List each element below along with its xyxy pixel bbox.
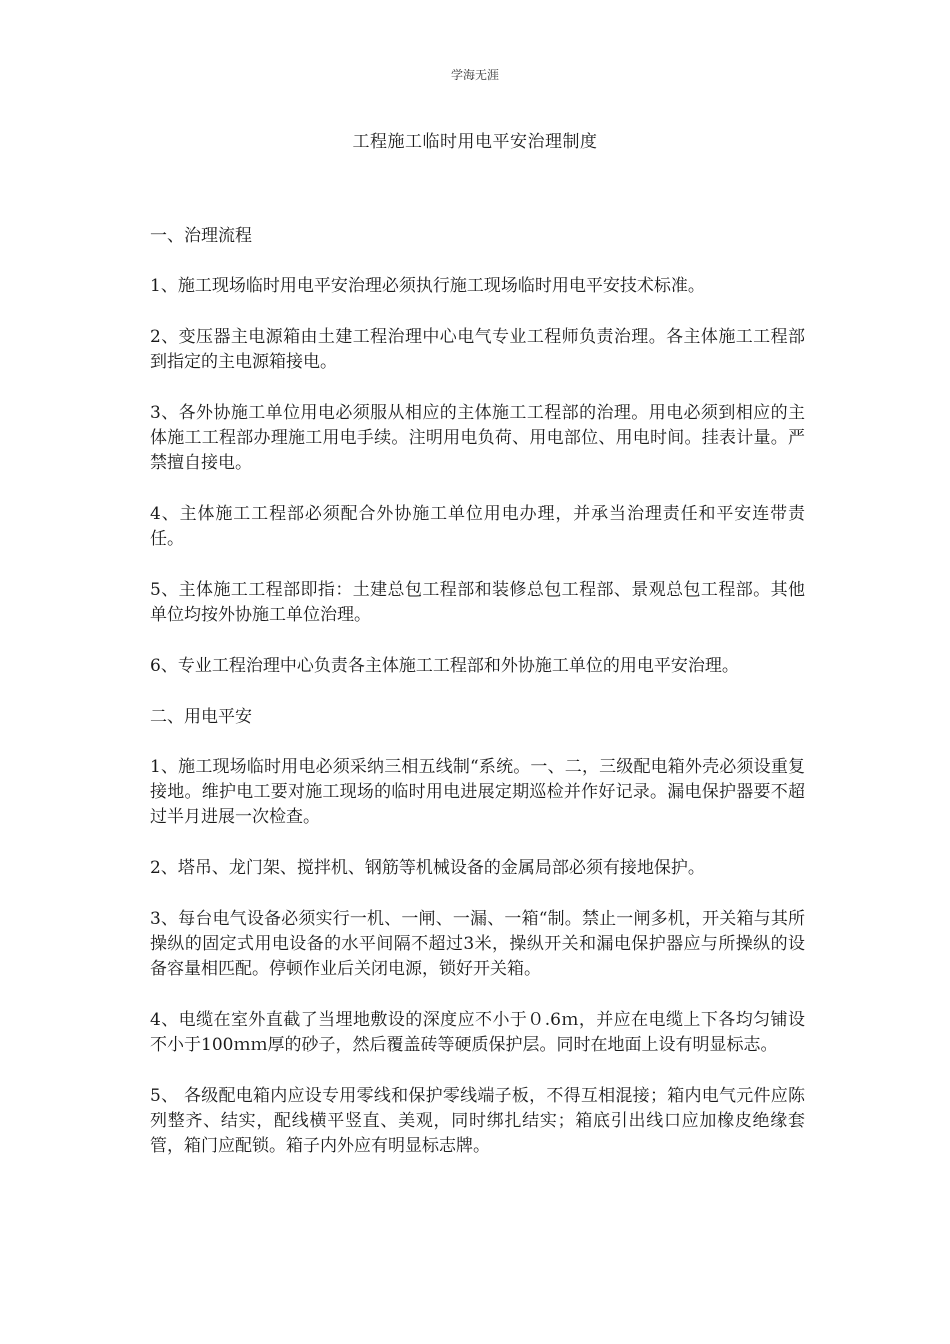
paragraph: 4、电缆在室外直截了当埋地敷设的深度应不小于０.6ｍ，并应在电缆上下各均匀铺设不小于100ｍｍ厚的砂子，然后覆盖砖等硬质保护层。同时在地面上设有明显标志。 xyxy=(150,1010,805,1055)
section-heading: 一、治理流程 xyxy=(150,226,252,246)
paragraph: 5、 各级配电箱内应设专用零线和保护零线端子板，不得互相混接；箱内电气元件应陈列整齐、结实，配线横平竖直、美观，同时绑扎结实；箱底引出线口应加橡皮绝缘套管，箱门应配锁。箱子内外应有明显标志牌。 xyxy=(150,1086,805,1156)
paragraph: 2、变压器主电源箱由土建工程治理中心电气专业工程师负责治理。各主体施工工程部到指定的主电源箱接电。 xyxy=(150,327,805,372)
document-body xyxy=(150,224,805,1185)
paragraph: 1、施工现场临时用电平安治理必须执行施工现场临时用电平安技术标准。 xyxy=(150,276,705,296)
document-title: 工程施工临时用电平安治理制度 xyxy=(352,132,598,152)
paragraph: 6、专业工程治理中心负责各主体施工工程部和外协施工单位的用电平安治理。 xyxy=(150,656,739,676)
paragraph: 3、各外协施工单位用电必须服从相应的主体施工工程部的治理。用电必须到相应的主体施工工程部办理施工用电手续。注明用电负荷、用电部位、用电时间。挂表计量。严禁擅自接电。 xyxy=(150,403,805,473)
paragraph: 3、每台电气设备必须实行一机、一闸、一漏、一箱“制。禁止一闸多机，开关箱与其所操纵的固定式用电设备的水平间隔不超过3米，操纵开关和漏电保护器应与所操纵的设备容量相匹配。停顿作业后关闭电源，锁好开关箱。 xyxy=(150,909,805,979)
paragraph: 5、主体施工工程部即指：土建总包工程部和装修总包工程部、景观总包工程部。其他单位均按外协施工单位治理。 xyxy=(150,580,805,625)
page-header: 学海无涯 xyxy=(450,68,499,82)
paragraph: 4、主体施工工程部必须配合外协施工单位用电办理，并承当治理责任和平安连带责任。 xyxy=(150,504,805,549)
paragraph: 2、塔吊、龙门架、搅拌机、钢筋等机械设备的金属局部必须有接地保护。 xyxy=(150,858,705,878)
paragraph: 1、施工现场临时用电必须采纳三相五线制“系统。一、二，三级配电箱外壳必须设重复接地。维护电工要对施工现场的临时用电进展定期巡检并作好记录。漏电保护器要不超过半月进展一次检查。 xyxy=(150,757,805,827)
section-heading: 二、用电平安 xyxy=(150,707,252,727)
